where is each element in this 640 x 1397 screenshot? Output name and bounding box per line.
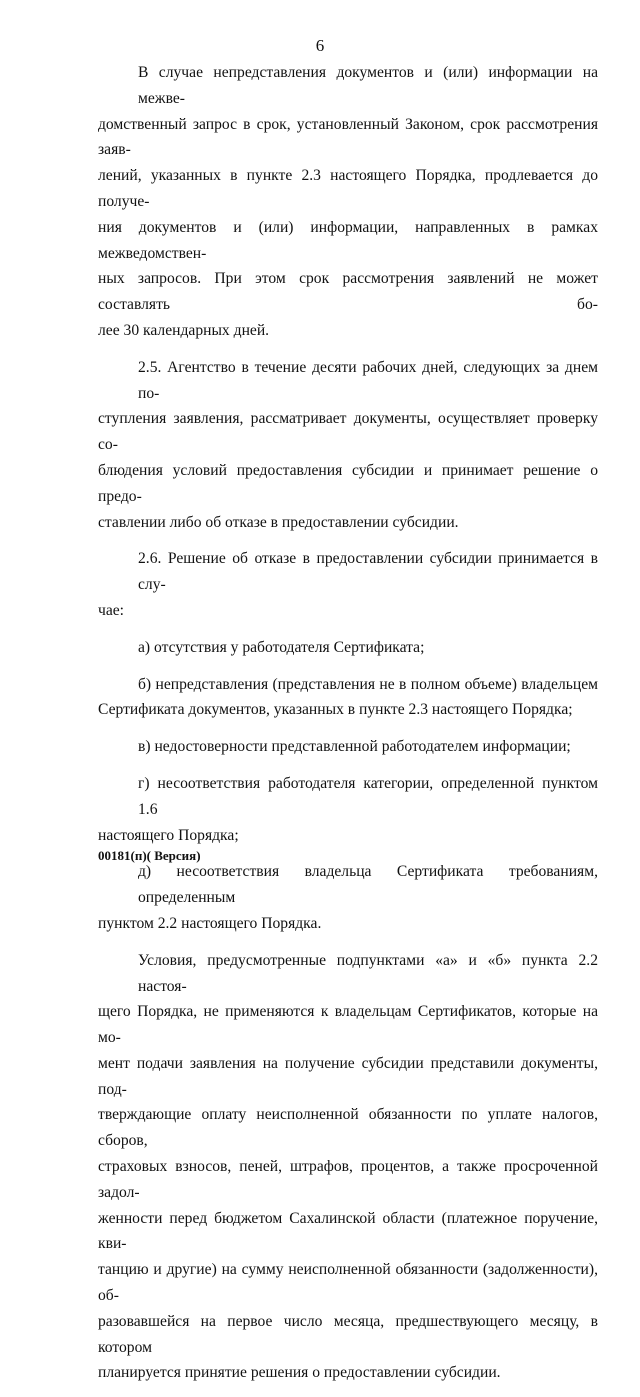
paragraph-line: Условия, предусмотренные подпунктами «а» и «б» пункта 2.2 настоя-: [138, 951, 598, 995]
paragraph-line: настоящего Порядка;: [98, 826, 239, 844]
paragraph-line: танцию и другие) на сумму неисполненной обязанности (задолженности), об-: [98, 1261, 598, 1305]
paragraph-line: щего Порядка, не применяются к владельцам Сертификатов, которые на мо-: [98, 1003, 598, 1047]
paragraph-line: страховых взносов, пеней, штрафов, процентов, а также просроченной задол-: [98, 1158, 598, 1201]
paragraph-line: 2.5. Агентство в течение десяти рабочих дней, следующих за днем по-: [138, 358, 598, 402]
paragraph: [98, 734, 598, 760]
paragraph: [98, 546, 598, 623]
paragraph-line: г) несоответствия работодателя категории, определенной пунктом 1.6: [138, 774, 598, 818]
paragraph-line: д) несоответствия владельца Сертификата требованиям, определенным: [138, 863, 598, 907]
paragraph-line: б) непредставления (представления не в полном объеме) владельцем: [138, 675, 598, 693]
paragraph-line: домственный запрос в срок, установленный Законом, срок рассмотрения заяв-: [98, 115, 598, 159]
paragraph: [98, 771, 598, 848]
paragraph-line: блюдения условий предоставления субсидии и принимает решение о предо-: [98, 461, 598, 505]
paragraph-line: ставлении либо об отказе в предоставлении субсидии.: [98, 513, 459, 531]
document-footer: 00181(п)( Версия): [98, 848, 201, 863]
paragraph: [98, 355, 598, 536]
paragraph-line: ния документов и (или) информации, направленных в рамках межведомствен-: [98, 218, 598, 262]
paragraph: [98, 948, 598, 1387]
paragraph-line: мент подачи заявления на получение субсидии представили документы, под-: [98, 1054, 598, 1098]
paragraph-line: женности перед бюджетом Сахалинской области (платежное поручение, кви-: [98, 1209, 598, 1253]
paragraph: [98, 859, 598, 936]
paragraph-line: ных запросов. При этом срок рассмотрения заявлений не может составлять бо-: [98, 270, 598, 314]
paragraph: [98, 672, 598, 724]
paragraph-line: пунктом 2.2 настоящего Порядка.: [98, 914, 322, 932]
document-body: [98, 60, 598, 1397]
paragraph: [98, 60, 598, 344]
paragraph-line: 2.6. Решение об отказе в предоставлении субсидии принимается в слу-: [138, 550, 598, 594]
paragraph-line: разовавшейся на первое число месяца, предшествующего месяцу, в котором: [98, 1312, 598, 1356]
page-number: 6: [315, 36, 325, 55]
paragraph-line: в) недостоверности представленной работодателем информации;: [138, 738, 571, 756]
paragraph-line: а) отсутствия у работодателя Сертификата;: [138, 638, 425, 656]
paragraph-line: тверждающие оплату неисполненной обязанности по уплате налогов, сборов,: [98, 1106, 598, 1150]
paragraph-line: лее 30 календарных дней.: [98, 321, 270, 339]
paragraph-line: лений, указанных в пункте 2.3 настоящего Порядка, продлевается до получе-: [98, 167, 598, 210]
paragraph-line: ступления заявления, рассматривает документы, осуществляет проверку со-: [98, 410, 598, 454]
paragraph-line: В случае непредставления документов и (или) информации на межве-: [138, 64, 598, 107]
paragraph-line: Сертификата документов, указанных в пункте 2.3 настоящего Порядка;: [98, 701, 573, 719]
paragraph-line: планируется принятие решения о предоставлении субсидии.: [98, 1364, 501, 1382]
paragraph: [98, 635, 598, 661]
paragraph-line: чае:: [98, 601, 125, 619]
